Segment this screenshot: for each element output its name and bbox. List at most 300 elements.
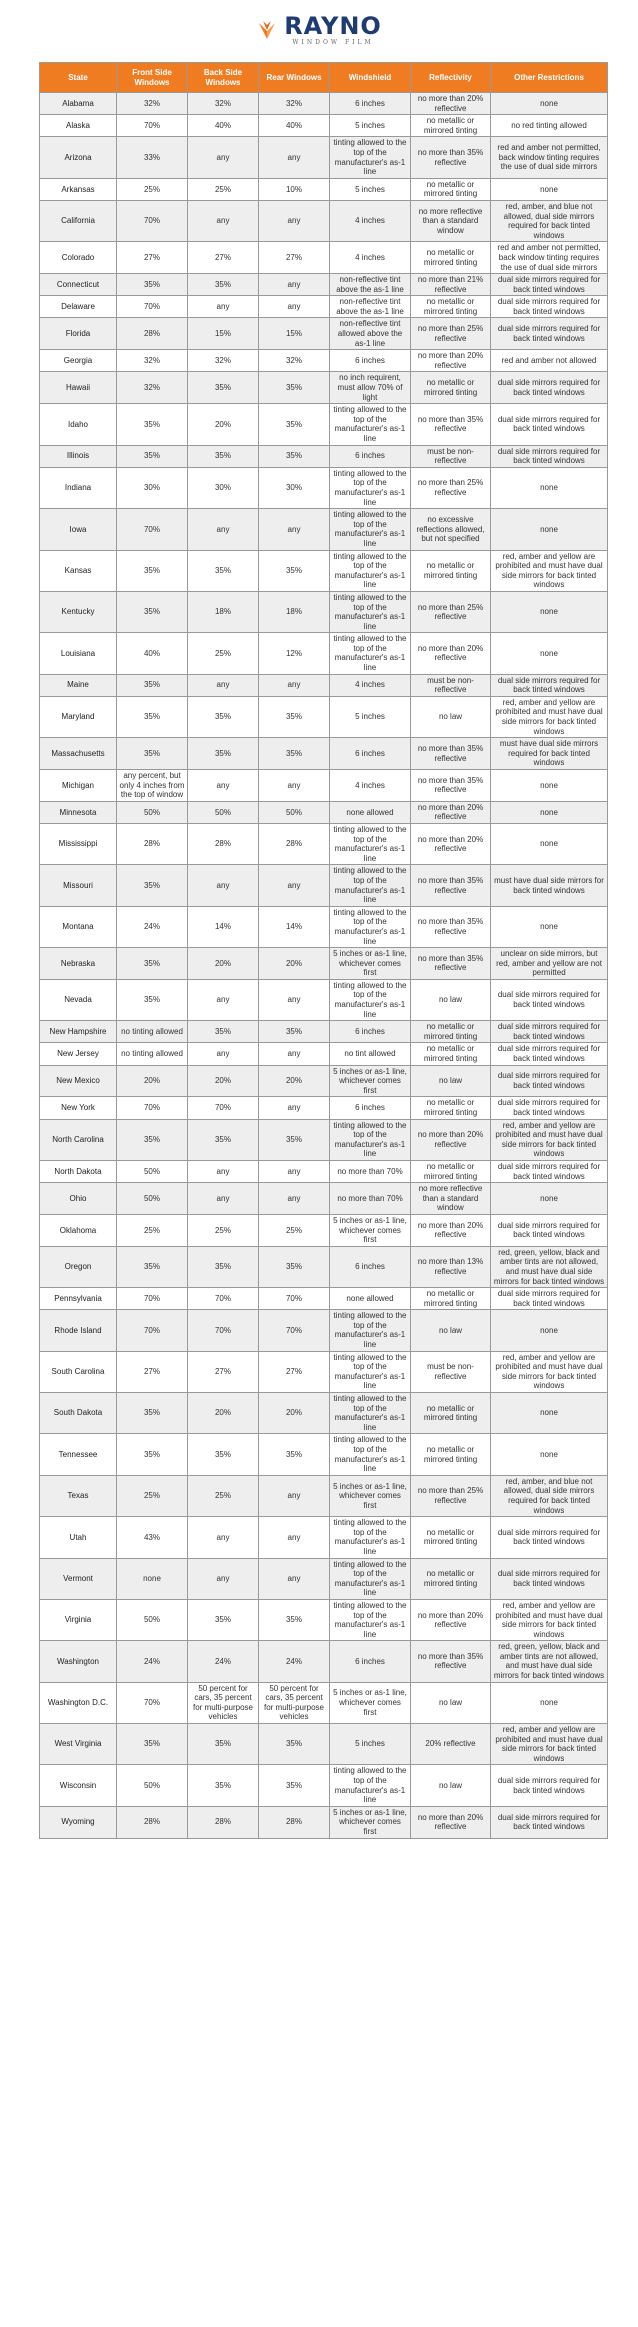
cell-windshield: tinting allowed to the top of the manufacturer's as-1 line bbox=[330, 137, 411, 178]
cell-back-side-windows: 20% bbox=[188, 1393, 259, 1434]
cell-back-side-windows: any bbox=[188, 1558, 259, 1599]
cell-windshield: 5 inches bbox=[330, 1724, 411, 1765]
cell-other-restrictions: dual side mirrors required for back tinted windows bbox=[491, 404, 608, 445]
table-row bbox=[40, 801, 608, 823]
cell-state: Idaho bbox=[40, 404, 117, 445]
cell-front-side-windows: 70% bbox=[117, 1310, 188, 1351]
cell-windshield: 6 inches bbox=[330, 93, 411, 115]
table-row bbox=[40, 1558, 608, 1599]
cell-rear-windows: any bbox=[259, 296, 330, 318]
table-row bbox=[40, 1183, 608, 1215]
cell-windshield: tinting allowed to the top of the manufacturer's as-1 line bbox=[330, 823, 411, 864]
cell-other-restrictions: red, amber and yellow are prohibited and must have dual side mirrors for back tinted windows bbox=[491, 1599, 608, 1640]
cell-rear-windows: any bbox=[259, 1097, 330, 1119]
cell-front-side-windows: 25% bbox=[117, 1475, 188, 1516]
cell-other-restrictions: none bbox=[491, 906, 608, 947]
cell-rear-windows: 50 percent for cars, 35 percent for multi-purpose vehicles bbox=[259, 1682, 330, 1723]
cell-state: Washington D.C. bbox=[40, 1682, 117, 1723]
cell-other-restrictions: red, amber, and blue not allowed, dual side mirrors required for back tinted windows bbox=[491, 200, 608, 241]
cell-front-side-windows: 70% bbox=[117, 1682, 188, 1723]
table-row bbox=[40, 1246, 608, 1287]
cell-state: Iowa bbox=[40, 509, 117, 550]
cell-front-side-windows: 35% bbox=[117, 1434, 188, 1475]
cell-other-restrictions: none bbox=[491, 801, 608, 823]
cell-other-restrictions: dual side mirrors required for back tinted windows bbox=[491, 1043, 608, 1065]
cell-reflectivity: no more than 20% reflective bbox=[411, 1806, 491, 1838]
cell-windshield: tinting allowed to the top of the manufacturer's as-1 line bbox=[330, 633, 411, 674]
cell-windshield: tinting allowed to the top of the manufacturer's as-1 line bbox=[330, 467, 411, 508]
cell-reflectivity: no law bbox=[411, 1765, 491, 1806]
cell-state: Ohio bbox=[40, 1183, 117, 1215]
table-row bbox=[40, 948, 608, 980]
cell-front-side-windows: 35% bbox=[117, 979, 188, 1020]
table-row bbox=[40, 865, 608, 906]
cell-front-side-windows: 70% bbox=[117, 296, 188, 318]
cell-reflectivity: no more reflective than a standard window bbox=[411, 1183, 491, 1215]
cell-rear-windows: any bbox=[259, 1043, 330, 1065]
cell-back-side-windows: 14% bbox=[188, 906, 259, 947]
cell-state: Florida bbox=[40, 318, 117, 350]
cell-front-side-windows: 28% bbox=[117, 1806, 188, 1838]
cell-state: California bbox=[40, 200, 117, 241]
cell-front-side-windows: 50% bbox=[117, 801, 188, 823]
cell-rear-windows: 28% bbox=[259, 823, 330, 864]
cell-state: Pennsylvania bbox=[40, 1288, 117, 1310]
cell-other-restrictions: dual side mirrors required for back tinted windows bbox=[491, 1021, 608, 1043]
cell-reflectivity: no law bbox=[411, 1682, 491, 1723]
cell-state: Mississippi bbox=[40, 823, 117, 864]
cell-rear-windows: 35% bbox=[259, 1724, 330, 1765]
cell-reflectivity: no more than 25% reflective bbox=[411, 318, 491, 350]
cell-other-restrictions: none bbox=[491, 93, 608, 115]
cell-state: Utah bbox=[40, 1517, 117, 1558]
cell-back-side-windows: any bbox=[188, 296, 259, 318]
cell-reflectivity: no metallic or mirrored tinting bbox=[411, 296, 491, 318]
table-row bbox=[40, 445, 608, 467]
cell-rear-windows: 35% bbox=[259, 1765, 330, 1806]
cell-back-side-windows: 70% bbox=[188, 1288, 259, 1310]
cell-windshield: 5 inches or as-1 line, whichever comes first bbox=[330, 1214, 411, 1246]
table-row bbox=[40, 1765, 608, 1806]
cell-front-side-windows: 27% bbox=[117, 1351, 188, 1392]
cell-reflectivity: no metallic or mirrored tinting bbox=[411, 1517, 491, 1558]
table-row bbox=[40, 1393, 608, 1434]
cell-windshield: 4 inches bbox=[330, 200, 411, 241]
cell-state: Kansas bbox=[40, 550, 117, 591]
cell-other-restrictions: none bbox=[491, 591, 608, 632]
brand-name: RAYNO bbox=[284, 12, 382, 40]
table-row bbox=[40, 1682, 608, 1723]
cell-state: Nevada bbox=[40, 979, 117, 1020]
cell-windshield: tinting allowed to the top of the manufacturer's as-1 line bbox=[330, 1599, 411, 1640]
cell-state: South Dakota bbox=[40, 1393, 117, 1434]
cell-front-side-windows: none bbox=[117, 1558, 188, 1599]
cell-rear-windows: 28% bbox=[259, 1806, 330, 1838]
cell-back-side-windows: any bbox=[188, 1517, 259, 1558]
cell-reflectivity: no more than 35% reflective bbox=[411, 865, 491, 906]
table-row bbox=[40, 633, 608, 674]
cell-back-side-windows: 15% bbox=[188, 318, 259, 350]
cell-back-side-windows: any bbox=[188, 509, 259, 550]
table-row bbox=[40, 1806, 608, 1838]
cell-back-side-windows: 25% bbox=[188, 1475, 259, 1516]
cell-other-restrictions: red, amber and yellow are prohibited and must have dual side mirrors for back tinted windows bbox=[491, 1351, 608, 1392]
cell-reflectivity: no more than 21% reflective bbox=[411, 274, 491, 296]
cell-other-restrictions: none bbox=[491, 178, 608, 200]
cell-windshield: tinting allowed to the top of the manufacturer's as-1 line bbox=[330, 1119, 411, 1160]
cell-reflectivity: no metallic or mirrored tinting bbox=[411, 115, 491, 137]
cell-front-side-windows: 25% bbox=[117, 178, 188, 200]
cell-other-restrictions: red, amber and yellow are prohibited and must have dual side mirrors for back tinted windows bbox=[491, 696, 608, 737]
cell-rear-windows: 70% bbox=[259, 1310, 330, 1351]
table-row bbox=[40, 93, 608, 115]
cell-reflectivity: no metallic or mirrored tinting bbox=[411, 1021, 491, 1043]
cell-reflectivity: no more than 20% reflective bbox=[411, 1119, 491, 1160]
cell-state: North Carolina bbox=[40, 1119, 117, 1160]
cell-front-side-windows: 35% bbox=[117, 696, 188, 737]
cell-reflectivity: no more reflective than a standard window bbox=[411, 200, 491, 241]
cell-rear-windows: any bbox=[259, 979, 330, 1020]
cell-state: Colorado bbox=[40, 242, 117, 274]
table-row bbox=[40, 770, 608, 802]
cell-front-side-windows: 70% bbox=[117, 509, 188, 550]
cell-other-restrictions: no red tinting allowed bbox=[491, 115, 608, 137]
cell-windshield: 6 inches bbox=[330, 1097, 411, 1119]
cell-other-restrictions: red, green, yellow, black and amber tints are not allowed, and must have dual side mirrors for back tinted windows bbox=[491, 1246, 608, 1287]
cell-state: Georgia bbox=[40, 350, 117, 372]
cell-windshield: 5 inches or as-1 line, whichever comes first bbox=[330, 1065, 411, 1097]
cell-rear-windows: any bbox=[259, 1558, 330, 1599]
cell-front-side-windows: 35% bbox=[117, 865, 188, 906]
cell-back-side-windows: 35% bbox=[188, 274, 259, 296]
header-reflectivity: Reflectivity bbox=[411, 63, 491, 93]
cell-reflectivity: no law bbox=[411, 696, 491, 737]
cell-reflectivity: no more than 20% reflective bbox=[411, 350, 491, 372]
table-row bbox=[40, 242, 608, 274]
cell-other-restrictions: dual side mirrors required for back tinted windows bbox=[491, 372, 608, 404]
cell-other-restrictions: red, amber and yellow are prohibited and must have dual side mirrors for back tinted windows bbox=[491, 1119, 608, 1160]
cell-front-side-windows: 20% bbox=[117, 1065, 188, 1097]
table-row bbox=[40, 1043, 608, 1065]
cell-back-side-windows: 50% bbox=[188, 801, 259, 823]
cell-windshield: tinting allowed to the top of the manufacturer's as-1 line bbox=[330, 1558, 411, 1599]
cell-other-restrictions: red, green, yellow, black and amber tints are not allowed, and must have dual side mirrors for back tinted windows bbox=[491, 1641, 608, 1682]
table-row bbox=[40, 1351, 608, 1392]
cell-state: West Virginia bbox=[40, 1724, 117, 1765]
cell-windshield: tinting allowed to the top of the manufacturer's as-1 line bbox=[330, 1765, 411, 1806]
cell-other-restrictions: red and amber not permitted, back window tinting requires the use of dual side mirrors bbox=[491, 137, 608, 178]
cell-front-side-windows: 33% bbox=[117, 137, 188, 178]
cell-front-side-windows: 35% bbox=[117, 1246, 188, 1287]
cell-front-side-windows: 35% bbox=[117, 738, 188, 770]
cell-back-side-windows: 35% bbox=[188, 738, 259, 770]
table-row bbox=[40, 1119, 608, 1160]
cell-windshield: 6 inches bbox=[330, 1021, 411, 1043]
cell-other-restrictions: red and amber not permitted, back window tinting requires the use of dual side mirrors bbox=[491, 242, 608, 274]
cell-other-restrictions: none bbox=[491, 633, 608, 674]
cell-reflectivity: no more than 35% reflective bbox=[411, 404, 491, 445]
cell-windshield: no more than 70% bbox=[330, 1183, 411, 1215]
cell-reflectivity: no metallic or mirrored tinting bbox=[411, 1043, 491, 1065]
cell-reflectivity: no more than 20% reflective bbox=[411, 1599, 491, 1640]
cell-reflectivity: no law bbox=[411, 1065, 491, 1097]
cell-back-side-windows: 27% bbox=[188, 242, 259, 274]
cell-other-restrictions: must have dual side mirrors for back tinted windows bbox=[491, 865, 608, 906]
table-row bbox=[40, 1599, 608, 1640]
cell-other-restrictions: dual side mirrors required for back tinted windows bbox=[491, 1097, 608, 1119]
cell-state: Minnesota bbox=[40, 801, 117, 823]
cell-reflectivity: 20% reflective bbox=[411, 1724, 491, 1765]
table-row bbox=[40, 350, 608, 372]
cell-reflectivity: no metallic or mirrored tinting bbox=[411, 1097, 491, 1119]
cell-rear-windows: any bbox=[259, 1475, 330, 1516]
cell-other-restrictions: none bbox=[491, 1393, 608, 1434]
cell-front-side-windows: 28% bbox=[117, 318, 188, 350]
table-row bbox=[40, 1065, 608, 1097]
cell-reflectivity: no law bbox=[411, 1310, 491, 1351]
cell-state: Maryland bbox=[40, 696, 117, 737]
cell-windshield: tinting allowed to the top of the manufacturer's as-1 line bbox=[330, 404, 411, 445]
cell-rear-windows: 32% bbox=[259, 350, 330, 372]
cell-windshield: non-reflective tint above the as-1 line bbox=[330, 296, 411, 318]
cell-rear-windows: 35% bbox=[259, 696, 330, 737]
cell-front-side-windows: 43% bbox=[117, 1517, 188, 1558]
cell-rear-windows: 50% bbox=[259, 801, 330, 823]
cell-front-side-windows: 24% bbox=[117, 1641, 188, 1682]
table-row bbox=[40, 550, 608, 591]
table-row bbox=[40, 1288, 608, 1310]
cell-windshield: no inch requirent, must allow 70% of light bbox=[330, 372, 411, 404]
cell-reflectivity: must be non-reflective bbox=[411, 1351, 491, 1392]
cell-front-side-windows: 35% bbox=[117, 404, 188, 445]
cell-rear-windows: 27% bbox=[259, 242, 330, 274]
cell-back-side-windows: 35% bbox=[188, 445, 259, 467]
cell-windshield: none allowed bbox=[330, 1288, 411, 1310]
cell-state: Indiana bbox=[40, 467, 117, 508]
cell-reflectivity: no metallic or mirrored tinting bbox=[411, 242, 491, 274]
cell-reflectivity: no metallic or mirrored tinting bbox=[411, 1393, 491, 1434]
cell-rear-windows: 35% bbox=[259, 1434, 330, 1475]
cell-back-side-windows: 35% bbox=[188, 1246, 259, 1287]
cell-rear-windows: 35% bbox=[259, 1246, 330, 1287]
cell-front-side-windows: 28% bbox=[117, 823, 188, 864]
cell-other-restrictions: dual side mirrors required for back tinted windows bbox=[491, 674, 608, 696]
cell-back-side-windows: 35% bbox=[188, 1021, 259, 1043]
cell-back-side-windows: 20% bbox=[188, 948, 259, 980]
cell-rear-windows: 35% bbox=[259, 1119, 330, 1160]
table-row bbox=[40, 296, 608, 318]
cell-rear-windows: 70% bbox=[259, 1288, 330, 1310]
cell-reflectivity: no more than 20% reflective bbox=[411, 1214, 491, 1246]
cell-state: Alabama bbox=[40, 93, 117, 115]
table-row bbox=[40, 591, 608, 632]
cell-reflectivity: no metallic or mirrored tinting bbox=[411, 1558, 491, 1599]
cell-back-side-windows: 20% bbox=[188, 1065, 259, 1097]
cell-state: South Carolina bbox=[40, 1351, 117, 1392]
cell-reflectivity: must be non-reflective bbox=[411, 674, 491, 696]
cell-windshield: 5 inches or as-1 line, whichever comes first bbox=[330, 1475, 411, 1516]
cell-back-side-windows: any bbox=[188, 1160, 259, 1182]
cell-state: Oregon bbox=[40, 1246, 117, 1287]
cell-state: North Dakota bbox=[40, 1160, 117, 1182]
cell-windshield: tinting allowed to the top of the manufacturer's as-1 line bbox=[330, 865, 411, 906]
table-row bbox=[40, 674, 608, 696]
cell-reflectivity: no metallic or mirrored tinting bbox=[411, 1160, 491, 1182]
cell-other-restrictions: dual side mirrors required for back tinted windows bbox=[491, 1160, 608, 1182]
cell-back-side-windows: 25% bbox=[188, 633, 259, 674]
table-row bbox=[40, 1434, 608, 1475]
cell-state: Washington bbox=[40, 1641, 117, 1682]
cell-other-restrictions: none bbox=[491, 1310, 608, 1351]
cell-state: Wyoming bbox=[40, 1806, 117, 1838]
flame-icon bbox=[256, 19, 278, 41]
cell-rear-windows: 14% bbox=[259, 906, 330, 947]
cell-windshield: tinting allowed to the top of the manufacturer's as-1 line bbox=[330, 509, 411, 550]
cell-rear-windows: 20% bbox=[259, 1393, 330, 1434]
cell-back-side-windows: any bbox=[188, 770, 259, 802]
cell-reflectivity: no more than 20% reflective bbox=[411, 633, 491, 674]
cell-front-side-windows: 50% bbox=[117, 1599, 188, 1640]
cell-other-restrictions: none bbox=[491, 770, 608, 802]
table-row bbox=[40, 1097, 608, 1119]
cell-windshield: tinting allowed to the top of the manufacturer's as-1 line bbox=[330, 1310, 411, 1351]
cell-other-restrictions: red, amber and yellow are prohibited and must have dual side mirrors for back tinted windows bbox=[491, 550, 608, 591]
cell-windshield: 6 inches bbox=[330, 445, 411, 467]
cell-other-restrictions: red and amber not allowed bbox=[491, 350, 608, 372]
cell-other-restrictions: dual side mirrors required for back tinted windows bbox=[491, 979, 608, 1020]
cell-front-side-windows: 35% bbox=[117, 591, 188, 632]
cell-back-side-windows: any bbox=[188, 865, 259, 906]
cell-rear-windows: any bbox=[259, 1183, 330, 1215]
cell-front-side-windows: no tinting allowed bbox=[117, 1043, 188, 1065]
cell-back-side-windows: 35% bbox=[188, 1599, 259, 1640]
table-row bbox=[40, 1517, 608, 1558]
cell-rear-windows: any bbox=[259, 865, 330, 906]
cell-windshield: 6 inches bbox=[330, 1246, 411, 1287]
cell-other-restrictions: none bbox=[491, 509, 608, 550]
cell-rear-windows: any bbox=[259, 1517, 330, 1558]
cell-front-side-windows: 25% bbox=[117, 1214, 188, 1246]
cell-windshield: 4 inches bbox=[330, 242, 411, 274]
cell-windshield: tinting allowed to the top of the manufacturer's as-1 line bbox=[330, 906, 411, 947]
cell-state: Massachusetts bbox=[40, 738, 117, 770]
cell-back-side-windows: 35% bbox=[188, 1119, 259, 1160]
cell-other-restrictions: dual side mirrors required for back tinted windows bbox=[491, 274, 608, 296]
table-row bbox=[40, 318, 608, 350]
cell-windshield: 5 inches or as-1 line, whichever comes first bbox=[330, 1682, 411, 1723]
cell-state: Delaware bbox=[40, 296, 117, 318]
cell-rear-windows: 20% bbox=[259, 948, 330, 980]
cell-reflectivity: no more than 35% reflective bbox=[411, 738, 491, 770]
table-row bbox=[40, 404, 608, 445]
cell-back-side-windows: 50 percent for cars, 35 percent for multi-purpose vehicles bbox=[188, 1682, 259, 1723]
cell-reflectivity: must be non-reflective bbox=[411, 445, 491, 467]
cell-rear-windows: any bbox=[259, 1160, 330, 1182]
cell-windshield: no tint allowed bbox=[330, 1043, 411, 1065]
cell-state: New Hampshire bbox=[40, 1021, 117, 1043]
cell-windshield: no more than 70% bbox=[330, 1160, 411, 1182]
cell-back-side-windows: any bbox=[188, 1043, 259, 1065]
table-row bbox=[40, 509, 608, 550]
table-row bbox=[40, 1214, 608, 1246]
cell-state: Montana bbox=[40, 906, 117, 947]
cell-rear-windows: 24% bbox=[259, 1641, 330, 1682]
cell-state: New Mexico bbox=[40, 1065, 117, 1097]
header-windshield: Windshield bbox=[330, 63, 411, 93]
cell-state: Hawaii bbox=[40, 372, 117, 404]
cell-back-side-windows: 32% bbox=[188, 350, 259, 372]
cell-back-side-windows: any bbox=[188, 137, 259, 178]
cell-reflectivity: no more than 20% reflective bbox=[411, 823, 491, 864]
cell-state: Tennessee bbox=[40, 1434, 117, 1475]
cell-back-side-windows: 27% bbox=[188, 1351, 259, 1392]
cell-state: Vermont bbox=[40, 1558, 117, 1599]
cell-state: New Jersey bbox=[40, 1043, 117, 1065]
cell-other-restrictions: dual side mirrors required for back tinted windows bbox=[491, 1558, 608, 1599]
cell-windshield: tinting allowed to the top of the manufacturer's as-1 line bbox=[330, 591, 411, 632]
cell-state: Virginia bbox=[40, 1599, 117, 1640]
cell-windshield: tinting allowed to the top of the manufacturer's as-1 line bbox=[330, 1351, 411, 1392]
cell-other-restrictions: dual side mirrors required for back tinted windows bbox=[491, 1765, 608, 1806]
cell-back-side-windows: 70% bbox=[188, 1097, 259, 1119]
cell-rear-windows: 18% bbox=[259, 591, 330, 632]
cell-reflectivity: no metallic or mirrored tinting bbox=[411, 1434, 491, 1475]
cell-back-side-windows: 40% bbox=[188, 115, 259, 137]
cell-state: Oklahoma bbox=[40, 1214, 117, 1246]
cell-reflectivity: no metallic or mirrored tinting bbox=[411, 372, 491, 404]
cell-windshield: 6 inches bbox=[330, 738, 411, 770]
cell-reflectivity: no more than 35% reflective bbox=[411, 948, 491, 980]
cell-back-side-windows: 35% bbox=[188, 550, 259, 591]
cell-state: Maine bbox=[40, 674, 117, 696]
cell-windshield: tinting allowed to the top of the manufacturer's as-1 line bbox=[330, 1393, 411, 1434]
cell-windshield: 6 inches bbox=[330, 1641, 411, 1682]
cell-back-side-windows: any bbox=[188, 979, 259, 1020]
cell-front-side-windows: 50% bbox=[117, 1765, 188, 1806]
cell-other-restrictions: dual side mirrors required for back tinted windows bbox=[491, 1806, 608, 1838]
cell-rear-windows: any bbox=[259, 674, 330, 696]
cell-front-side-windows: 70% bbox=[117, 200, 188, 241]
cell-front-side-windows: 35% bbox=[117, 1393, 188, 1434]
cell-rear-windows: 15% bbox=[259, 318, 330, 350]
cell-reflectivity: no more than 35% reflective bbox=[411, 1641, 491, 1682]
cell-windshield: 5 inches bbox=[330, 115, 411, 137]
cell-back-side-windows: 24% bbox=[188, 1641, 259, 1682]
table-row bbox=[40, 1724, 608, 1765]
cell-reflectivity: no metallic or mirrored tinting bbox=[411, 1288, 491, 1310]
cell-reflectivity: no more than 25% reflective bbox=[411, 467, 491, 508]
rayno-logo[interactable] bbox=[256, 14, 382, 46]
header-state: State bbox=[40, 63, 117, 93]
cell-state: Illinois bbox=[40, 445, 117, 467]
cell-back-side-windows: 35% bbox=[188, 696, 259, 737]
cell-other-restrictions: none bbox=[491, 467, 608, 508]
cell-windshield: none allowed bbox=[330, 801, 411, 823]
cell-other-restrictions: dual side mirrors required for back tinted windows bbox=[491, 1288, 608, 1310]
cell-windshield: tinting allowed to the top of the manufacturer's as-1 line bbox=[330, 979, 411, 1020]
cell-other-restrictions: red, amber and yellow are prohibited and must have dual side mirrors for back tinted windows bbox=[491, 1724, 608, 1765]
header-other-restrictions: Other Restrictions bbox=[491, 63, 608, 93]
page-header bbox=[0, 0, 638, 60]
cell-front-side-windows: any percent, but only 4 inches from the top of window bbox=[117, 770, 188, 802]
cell-windshield: 6 inches bbox=[330, 350, 411, 372]
cell-front-side-windows: no tinting allowed bbox=[117, 1021, 188, 1043]
header-front-side-windows: Front Side Windows bbox=[117, 63, 188, 93]
cell-other-restrictions: none bbox=[491, 823, 608, 864]
cell-reflectivity: no more than 25% reflective bbox=[411, 591, 491, 632]
cell-state: Wisconsin bbox=[40, 1765, 117, 1806]
cell-back-side-windows: any bbox=[188, 1183, 259, 1215]
